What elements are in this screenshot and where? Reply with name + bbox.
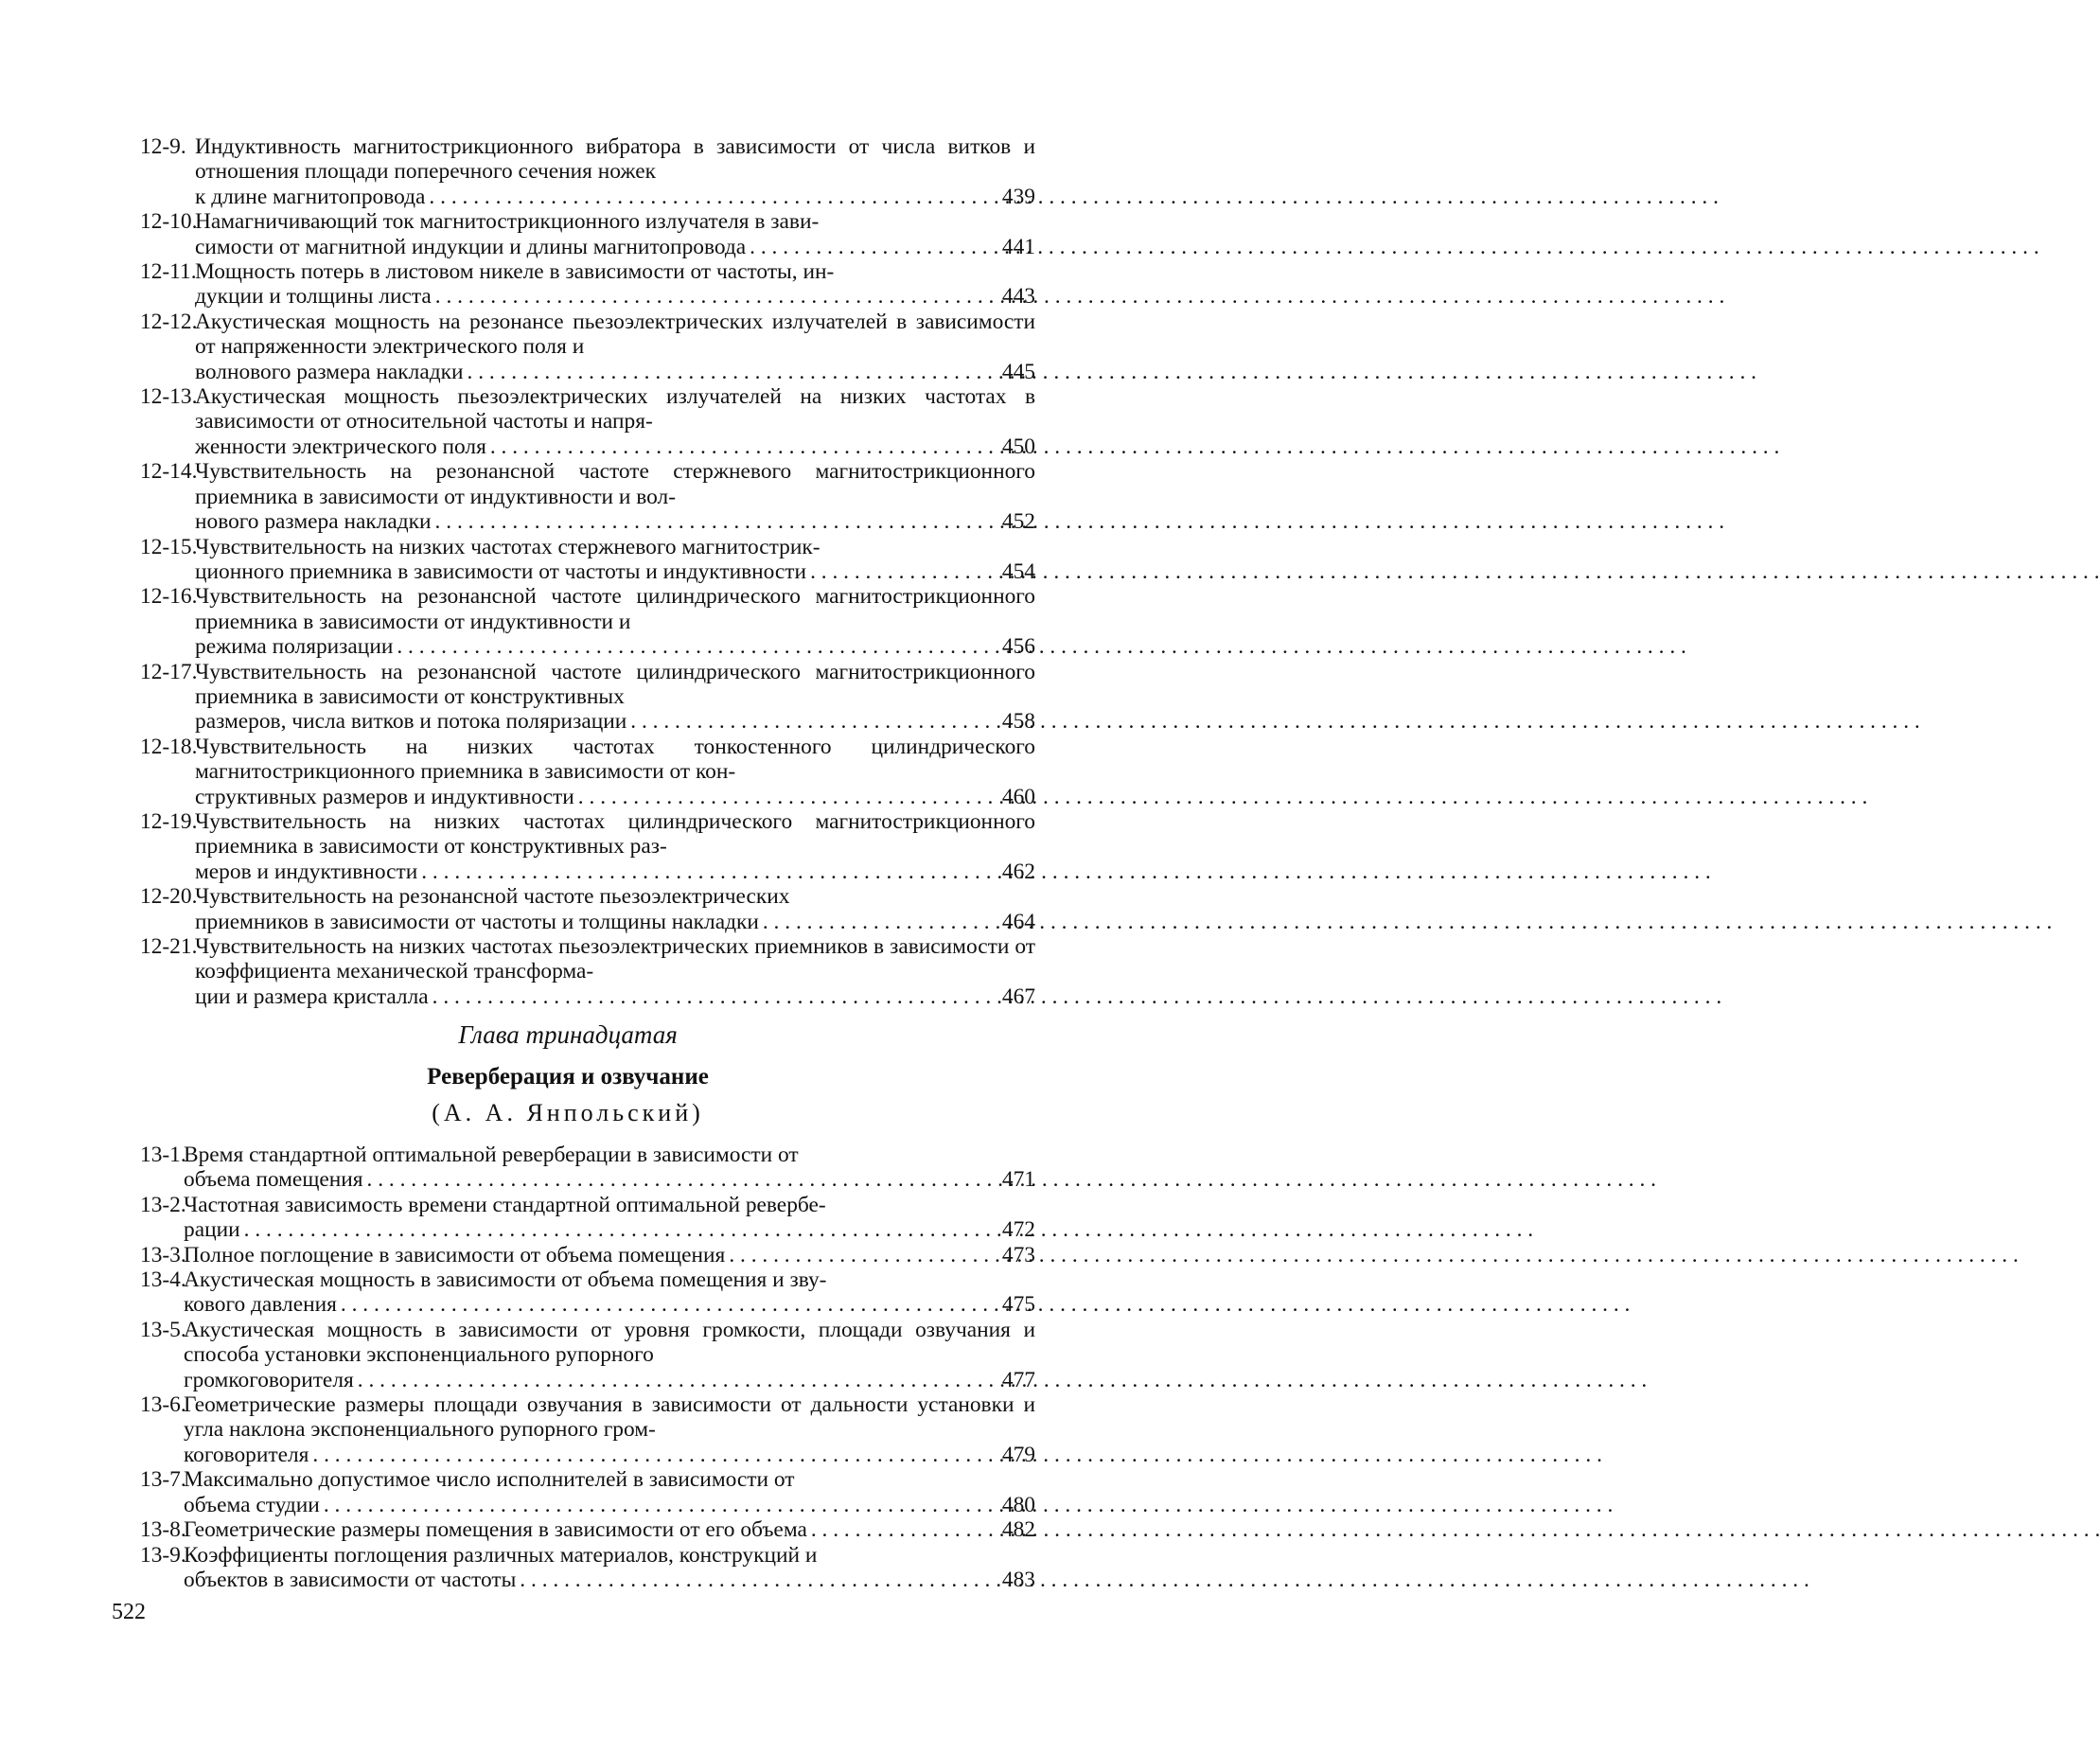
entry-body: [195, 934, 1035, 1009]
dot-leader: [746, 235, 994, 259]
toc-entry: [140, 1318, 1035, 1392]
entry-last-line: [195, 235, 1035, 259]
dot-leader: [574, 785, 994, 809]
figure-number: 12-21.: [140, 934, 198, 959]
chapter-label: Глава тринадцатая: [458, 1020, 678, 1049]
entry-text: Чувствительность на низких частотах цилиндрического магнитострикционного приемника в зависимости от конструктивных раз-: [195, 808, 1035, 860]
entry-text: Чувствительность на резонансной частоте стержневого магнитострикционного приемника в зависимости от индуктивности и вол-: [195, 459, 1035, 509]
entry-last-line: [195, 185, 1035, 209]
entry-last-line: [184, 1517, 1035, 1542]
dot-leader: [486, 434, 994, 459]
dot-leader: [432, 284, 994, 309]
entry-page-number: 439: [1001, 184, 1035, 209]
entry-text-tail: размеров, числа витков и потока поляризации: [195, 709, 627, 735]
toc-entry: [140, 1543, 1035, 1593]
entry-page-number: 479: [1001, 1442, 1035, 1467]
entry-text-tail: ционного приемника в зависимости от частоты и индуктивности: [195, 558, 807, 584]
entry-last-line: [195, 634, 1035, 659]
figure-number: 13-1.: [140, 1143, 186, 1167]
entry-page-number: 483: [1001, 1567, 1035, 1592]
entry-body: [195, 384, 1035, 459]
entry-text: Акустическая мощность пьезоэлектрических излучателей на низких частотах в зависимости от относительной частоты и напря-: [195, 384, 1035, 434]
toc-entry: [140, 209, 1035, 259]
dot-leader: [354, 1368, 994, 1392]
dot-leader: [806, 559, 994, 584]
toc-entry: [140, 584, 1035, 659]
toc-entry: [140, 1193, 1035, 1243]
entry-text: Акустическая мощность в зависимости от уровня громкости, площади озвучания и способа установки экспоненциального рупорного: [184, 1317, 1035, 1368]
entry-page-number: 473: [1001, 1242, 1035, 1267]
dot-leader: [516, 1568, 994, 1592]
entry-text-tail: коговорителя: [184, 1442, 309, 1467]
toc-entry: [140, 1243, 1035, 1267]
entry-body: [195, 584, 1035, 659]
entry-page-number: 480: [1001, 1492, 1035, 1517]
entry-page-number: 467: [1001, 984, 1035, 1009]
entry-body: [195, 735, 1035, 809]
dot-leader: [363, 1167, 994, 1192]
entry-last-line: [184, 1568, 1035, 1592]
entry-text-tail: объема студии: [184, 1492, 320, 1517]
figure-number: 12-18.: [140, 734, 198, 759]
entry-text-tail: рации: [184, 1217, 240, 1243]
entry-page-number: 472: [1001, 1217, 1035, 1243]
entry-last-line: [184, 1368, 1035, 1392]
entry-last-line: [195, 509, 1035, 534]
figure-number: 13-3.: [140, 1242, 186, 1267]
entry-text: Чувствительность на низких частотах тонкостенного цилиндрического магнитострикционного приемника в зависимости от кон-: [195, 734, 1035, 785]
entry-last-line: [184, 1217, 1035, 1242]
figure-number: 12-19.: [140, 808, 198, 834]
entry-last-line: [195, 860, 1035, 884]
entry-text: Намагничивающий ток магнитострикционного излучателя в зави-: [195, 209, 820, 235]
toc-entry: [140, 535, 1035, 585]
entry-body: [195, 884, 1035, 934]
entry-last-line: [195, 785, 1035, 809]
entry-text-tail: режима поляризации: [195, 634, 394, 660]
entry-body: [184, 1517, 1035, 1542]
toc-entry: [140, 259, 1035, 310]
entry-page-number: 452: [1001, 509, 1035, 535]
entry-text-tail: Полное поглощение в зависимости от объема помещения: [184, 1242, 726, 1267]
entry-page-number: 450: [1001, 434, 1035, 459]
dot-leader: [432, 509, 994, 534]
entry-page-number: 464: [1001, 909, 1035, 934]
toc-entry: [140, 1267, 1035, 1318]
entry-body: [195, 259, 1035, 310]
entry-text: Максимально допустимое число исполнителей в зависимости от: [184, 1467, 795, 1493]
entry-body: [184, 1318, 1035, 1392]
figure-number: 13-2.: [140, 1192, 186, 1217]
toc-entry: [140, 384, 1035, 459]
entry-last-line: [195, 284, 1035, 309]
entry-text: Акустическая мощность в зависимости от объема помещения и зву-: [184, 1267, 827, 1293]
entry-body: [184, 1467, 1035, 1517]
toc-entry: [140, 134, 1035, 209]
figure-number: 12-13.: [140, 384, 198, 410]
entry-body: [184, 1143, 1035, 1193]
dot-leader: [393, 634, 994, 659]
page-number: 522: [112, 1600, 146, 1624]
figure-number: 12-20.: [140, 884, 198, 910]
entry-text: Частотная зависимость времени стандартной оптимальной ревербе-: [184, 1192, 826, 1217]
dot-leader: [725, 1243, 994, 1267]
entry-text-tail: объектов в зависимости от частоты: [184, 1567, 517, 1592]
entry-page-number: 475: [1001, 1292, 1035, 1318]
entry-page-number: 443: [1001, 284, 1035, 310]
figure-number: 13-7.: [140, 1467, 186, 1493]
entry-page-number: 456: [1001, 634, 1035, 660]
entry-last-line: [195, 709, 1035, 734]
entry-body: [195, 459, 1035, 534]
entry-text-tail: волнового размера накладки: [195, 359, 464, 384]
toc-entry: [140, 934, 1035, 1009]
entry-text-tail: структивных размеров и индуктивности: [195, 784, 574, 809]
entry-last-line: [184, 1292, 1035, 1317]
entry-text: Чувствительность на резонансной частоте цилиндрического магнитострикционного приемника в зависимости от конструктивных: [195, 659, 1035, 709]
figure-number: 12-9.: [140, 134, 186, 159]
figure-number: 12-12.: [140, 309, 198, 334]
toc-entry: [140, 1392, 1035, 1467]
toc-entry: [140, 1143, 1035, 1193]
toc-section-12: [140, 134, 1035, 1009]
entry-body: [195, 809, 1035, 884]
entry-last-line: [195, 910, 1035, 934]
entry-page-number: 458: [1001, 709, 1035, 735]
entry-body: [184, 1243, 1035, 1267]
entry-body: [195, 209, 1035, 259]
entry-last-line: [184, 1167, 1035, 1192]
toc-entry: [140, 884, 1035, 934]
entry-text: Чувствительность на резонансной частоте цилиндрического магнитострикционного приемника в зависимости от индуктивности и: [195, 584, 1035, 634]
entry-text-tail: женности электрического поля: [195, 434, 486, 459]
entry-text-tail: кового давления: [184, 1292, 337, 1318]
toc-entry: [140, 660, 1035, 735]
entry-text: Индуктивность магнитострикционного вибратора в зависимости от числа витков и отношения площади поперечного сечения ножек: [195, 134, 1035, 185]
dot-leader: [337, 1292, 994, 1317]
entry-page-number: 445: [1001, 359, 1035, 384]
entry-page-number: 454: [1001, 558, 1035, 584]
entry-text-tail: Геометрические размеры помещения в зависимости от его объема: [184, 1517, 807, 1543]
entry-text-tail: громкоговорителя: [184, 1367, 354, 1392]
entry-page-number: 482: [1001, 1517, 1035, 1543]
figure-number: 12-14.: [140, 459, 198, 485]
toc-entry: [140, 1517, 1035, 1542]
figure-number: 13-9.: [140, 1542, 186, 1568]
toc-section-13: [140, 1143, 1035, 1592]
entry-text-tail: приемников в зависимости от частоты и толщины накладки: [195, 909, 759, 934]
entry-text: Геометрические размеры площади озвучания в зависимости от дальности установки и угла наклона экспоненциального рупорного гром-: [184, 1392, 1035, 1443]
entry-text: Мощность потерь в листовом никеле в зависимости от частоты, ин-: [195, 259, 835, 285]
entry-last-line: [195, 559, 1035, 584]
figure-number: 13-4.: [140, 1267, 186, 1293]
entry-last-line: [184, 1443, 1035, 1467]
entry-text: Коэффициенты поглощения различных материалов, конструкций и: [184, 1542, 818, 1568]
dot-leader: [240, 1217, 994, 1242]
entry-text-tail: ции и размера кристалла: [195, 984, 429, 1009]
toc-entry: [140, 459, 1035, 534]
entry-last-line: [184, 1243, 1035, 1267]
entry-text: Время стандартной оптимальной реверберации в зависимости от: [184, 1143, 799, 1167]
entry-page-number: 462: [1001, 859, 1035, 884]
entry-text-tail: дукции и толщины листа: [195, 284, 432, 310]
entry-page-number: 471: [1001, 1167, 1035, 1193]
entry-text: Чувствительность на резонансной частоте пьезоэлектрических: [195, 884, 790, 910]
dot-leader: [417, 860, 994, 884]
entry-text-tail: нового размера накладки: [195, 509, 432, 535]
dot-leader: [425, 185, 994, 209]
entry-body: [184, 1193, 1035, 1243]
entry-body: [195, 134, 1035, 209]
toc-entry: [140, 1467, 1035, 1517]
entry-page-number: 460: [1001, 784, 1035, 809]
figure-number: 13-8.: [140, 1517, 186, 1543]
chapter-author: (А. А. Янпольский): [432, 1099, 704, 1126]
figure-number: 12-11.: [140, 259, 197, 285]
entry-text-tail: объема помещения: [184, 1167, 363, 1193]
entry-body: [195, 660, 1035, 735]
entry-body: [184, 1267, 1035, 1318]
toc-entry: [140, 310, 1035, 384]
dot-leader: [429, 984, 994, 1009]
entry-text-tail: симости от магнитной индукции и длины магнитопровода: [195, 234, 747, 259]
entry-text: Чувствительность на низких частотах стержневого магнитострик-: [195, 534, 821, 559]
dot-leader: [320, 1493, 994, 1517]
entry-body: [195, 310, 1035, 384]
entry-last-line: [184, 1493, 1035, 1517]
dot-leader: [464, 360, 995, 384]
toc-entry: [140, 735, 1035, 809]
figure-number: 12-16.: [140, 584, 198, 610]
entry-page-number: 441: [1001, 234, 1035, 259]
dot-leader: [759, 910, 994, 934]
entry-text-tail: к длине магнитопровода: [195, 184, 426, 209]
entry-last-line: [195, 434, 1035, 459]
entry-text: Чувствительность на низких частотах пьезоэлектрических приемников в зависимости от коэффициента механической трансформа-: [195, 934, 1035, 984]
dot-leader: [807, 1517, 994, 1542]
entry-page-number: 477: [1001, 1367, 1035, 1392]
figure-number: 12-10.: [140, 209, 198, 235]
entry-body: [184, 1392, 1035, 1467]
chapter-title: Реверберация и озвучание: [427, 1064, 709, 1090]
figure-number: 13-5.: [140, 1317, 186, 1342]
entry-body: [195, 535, 1035, 585]
entry-text-tail: меров и индуктивности: [195, 859, 418, 884]
figure-number: 12-17.: [140, 659, 198, 684]
dot-leader: [626, 709, 994, 734]
entry-body: [184, 1543, 1035, 1593]
figure-number: 13-6.: [140, 1392, 186, 1418]
toc-entry: [140, 809, 1035, 884]
entry-last-line: [195, 984, 1035, 1009]
dot-leader: [309, 1443, 994, 1467]
entry-last-line: [195, 360, 1035, 384]
entry-text: Акустическая мощность на резонансе пьезоэлектрических излучателей в зависимости от напряженности электрического поля и: [195, 309, 1035, 360]
figure-number: 12-15.: [140, 534, 198, 559]
